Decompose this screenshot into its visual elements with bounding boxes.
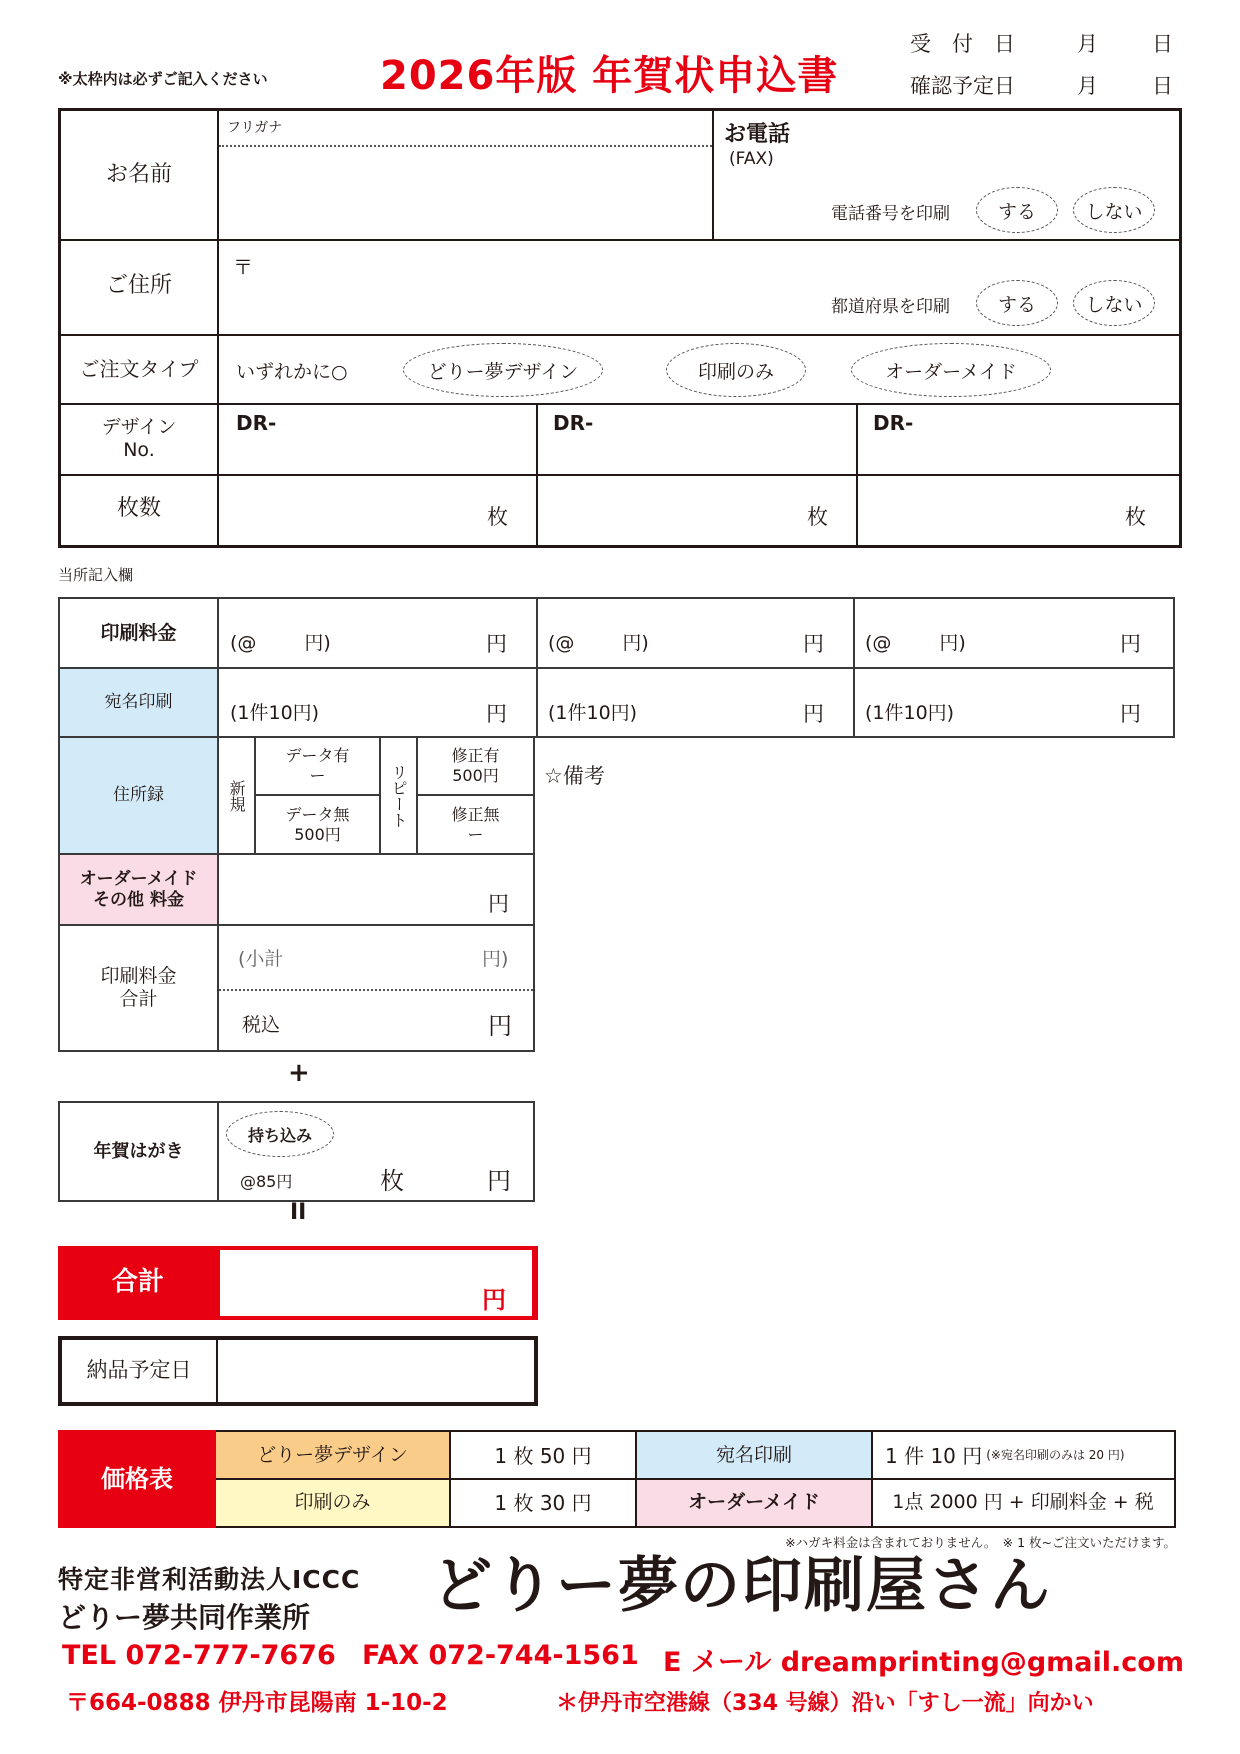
data-no-label: データ無	[285, 804, 350, 824]
address-print-rate-1: (1件10円)	[230, 702, 320, 724]
customer-form	[58, 108, 1182, 548]
fix-no-price: ー	[467, 824, 484, 844]
price-table	[58, 1430, 1176, 1528]
fix-no-cell[interactable]	[418, 796, 533, 853]
subtotal-close: 円)	[482, 948, 509, 970]
price-item-custom: オーダーメイド	[637, 1479, 871, 1526]
price-item-dream-design: どりー夢デザイン	[216, 1432, 449, 1479]
fix-no-label: 修正無	[451, 804, 500, 824]
quantity-unit-2: 枚	[807, 505, 828, 529]
print-phone-yes-option[interactable]: する	[976, 187, 1058, 233]
price-footnote: ※ハガキ料金は含まれておりません。 ※ 1 枚~ご注文いただけます。	[785, 1535, 1176, 1550]
print-phone-label: 電話番号を印刷	[831, 204, 950, 224]
workshop-name: どりー夢共同作業所	[58, 1601, 311, 1634]
page-title: 2026年版 年賀状申込書	[380, 53, 839, 99]
received-date-label: 受 付 日	[910, 32, 1015, 56]
grand-total-yen: 円	[482, 1286, 506, 1314]
delivery-date-field[interactable]	[220, 1340, 530, 1402]
address-print-label: 宛名印刷	[60, 669, 217, 736]
price-item-address-print: 宛名印刷	[637, 1432, 871, 1479]
address-print-rate-2: (1件10円)	[548, 702, 638, 724]
unit-price-open: (@	[865, 632, 892, 654]
tax-included-yen: 円	[488, 1012, 512, 1040]
unit-price-close: 円)	[939, 632, 966, 654]
data-yes-label: データ有	[285, 746, 350, 765]
grand-total-box	[58, 1246, 538, 1320]
landmark: ＊伊丹市空港線（334 号線）沿い「すし一流」向かい	[556, 1691, 1094, 1716]
fax-label: (FAX)	[729, 149, 774, 169]
order-type-label: ご注文タイプ	[79, 356, 199, 381]
confirm-month: 月	[1077, 74, 1098, 98]
order-type-hint: いずれかに○	[236, 361, 348, 383]
price-item-print-only: 印刷のみ	[216, 1479, 449, 1526]
address: 〒664-0888 伊丹市昆陽南 1-10-2	[66, 1690, 448, 1716]
unit-price-3	[865, 628, 966, 655]
postcard-label: 年賀はがき	[93, 1140, 184, 1162]
received-day: 日	[1152, 32, 1173, 56]
unit-price-close: 円)	[622, 632, 649, 654]
print-prefecture-label: 都道府県を印刷	[831, 297, 950, 317]
print-fee-yen-1: 円	[486, 632, 507, 656]
price-table-title: 価格表	[58, 1430, 216, 1528]
tel: TEL 072-777-7676	[62, 1640, 336, 1671]
address-print-yen-3: 円	[1120, 702, 1141, 726]
design-no-label	[61, 403, 217, 474]
address-print-yen-1: 円	[486, 702, 507, 726]
design-no-label-2: No.	[123, 438, 155, 461]
subtotal-open: (小計	[238, 948, 284, 970]
design-no-field-1[interactable]: DR-	[236, 411, 277, 435]
equals-sign: II	[290, 1200, 307, 1225]
org-name: 特定非営利活動法人ICCC	[58, 1565, 361, 1594]
name-field[interactable]	[219, 147, 712, 239]
design-no-field-2[interactable]: DR-	[553, 411, 594, 435]
address-label: ご住所	[105, 273, 172, 299]
design-no-field-3[interactable]: DR-	[873, 411, 914, 435]
furigana-field[interactable]	[219, 113, 712, 145]
price-print-only: 1 枚 30 円	[494, 1490, 592, 1515]
received-month: 月	[1077, 32, 1098, 56]
address-print-rate-3: (1件10円)	[865, 702, 955, 724]
print-fee-yen-2: 円	[803, 632, 824, 656]
new-label: 新規	[227, 779, 247, 812]
order-type-print-only[interactable]: 印刷のみ	[666, 343, 806, 397]
email: E メール dreamprinting@gmail.com	[663, 1647, 1184, 1678]
required-note: ※太枠内は必ずご記入ください	[58, 70, 268, 88]
delivery-date-box	[58, 1336, 538, 1406]
data-no-price: 500円	[294, 824, 341, 844]
print-fee-label: 印刷料金	[100, 621, 177, 644]
shop-name: どりー夢の印刷屋さん	[432, 1551, 1052, 1621]
address-field[interactable]	[219, 241, 1019, 334]
unit-price-close: 円)	[304, 632, 331, 654]
price-address-print	[873, 1432, 1173, 1479]
total-print-fee-label	[60, 926, 217, 1050]
quantity-unit-1: 枚	[487, 505, 508, 529]
confirm-day: 日	[1152, 74, 1173, 98]
bring-in-option[interactable]: 持ち込み	[226, 1111, 334, 1157]
fix-yes-price: 500円	[452, 766, 499, 785]
custom-fee-label	[60, 855, 217, 924]
grand-total-field[interactable]	[220, 1250, 532, 1316]
postcard-price: @85円	[240, 1172, 293, 1191]
print-phone-no-option[interactable]: しない	[1073, 187, 1155, 233]
custom-fee-label-2: その他 料金	[93, 889, 184, 910]
total-print-fee-label-2: 合計	[119, 988, 158, 1010]
print-prefecture-yes-option[interactable]: する	[976, 280, 1058, 326]
fax: FAX 072-744-1561	[362, 1640, 639, 1671]
repeat-label: リピート	[389, 763, 409, 828]
data-yes-cell[interactable]	[256, 738, 379, 794]
custom-fee-label-1: オーダーメイド	[79, 869, 198, 890]
postcard-sheet-unit: 枚	[380, 1167, 404, 1195]
print-fee-yen-3: 円	[1120, 632, 1141, 656]
postal-mark: 〒	[233, 255, 253, 279]
data-yes-price: ー	[309, 766, 326, 785]
price-dream-design: 1 枚 50 円	[494, 1443, 592, 1468]
price-address-print-value: 1 件 10 円	[885, 1443, 983, 1468]
confirm-date-label: 確認予定日	[910, 74, 1015, 98]
order-type-dream-design[interactable]: どりー夢デザイン	[403, 343, 603, 397]
address-print-yen-2: 円	[803, 702, 824, 726]
postcard-yen: 円	[487, 1167, 511, 1195]
grand-total-label: 合計	[111, 1267, 164, 1298]
name-label: お名前	[105, 161, 172, 187]
tax-included-label: 税込	[242, 1014, 281, 1036]
custom-fee-yen: 円	[488, 892, 509, 916]
phone-label: お電話	[724, 122, 791, 147]
remarks-area[interactable]	[537, 740, 1177, 1040]
price-address-print-note: (※宛名印刷のみは 20 円)	[986, 1448, 1125, 1463]
postcard-grid	[58, 1101, 535, 1202]
plus-sign: +	[288, 1058, 310, 1088]
address-book-label: 住所録	[60, 738, 217, 853]
quantity-label: 枚数	[116, 496, 161, 522]
total-print-fee-label-1: 印刷料金	[100, 965, 177, 988]
print-prefecture-no-option[interactable]: しない	[1073, 280, 1155, 326]
office-section-label: 当所記入欄	[58, 566, 134, 584]
unit-price-1	[230, 628, 331, 655]
remarks-label: ☆備考	[544, 764, 605, 788]
unit-price-2	[548, 628, 649, 655]
fix-yes-cell[interactable]	[418, 738, 533, 794]
design-no-label-1: デザイン	[101, 415, 177, 438]
data-no-cell[interactable]	[256, 796, 379, 853]
fix-yes-label: 修正有	[451, 746, 500, 765]
unit-price-open: (@	[230, 632, 257, 654]
quantity-unit-3: 枚	[1125, 505, 1146, 529]
unit-price-open: (@	[548, 632, 575, 654]
price-custom: 1点 2000 円 + 印刷料金 + 税	[892, 1491, 1154, 1514]
order-type-custom[interactable]: オーダーメイド	[851, 343, 1051, 397]
address-book-grid	[58, 736, 535, 1052]
delivery-date-label: 納品予定日	[86, 1358, 192, 1383]
furigana-label: フリガナ	[227, 120, 283, 136]
